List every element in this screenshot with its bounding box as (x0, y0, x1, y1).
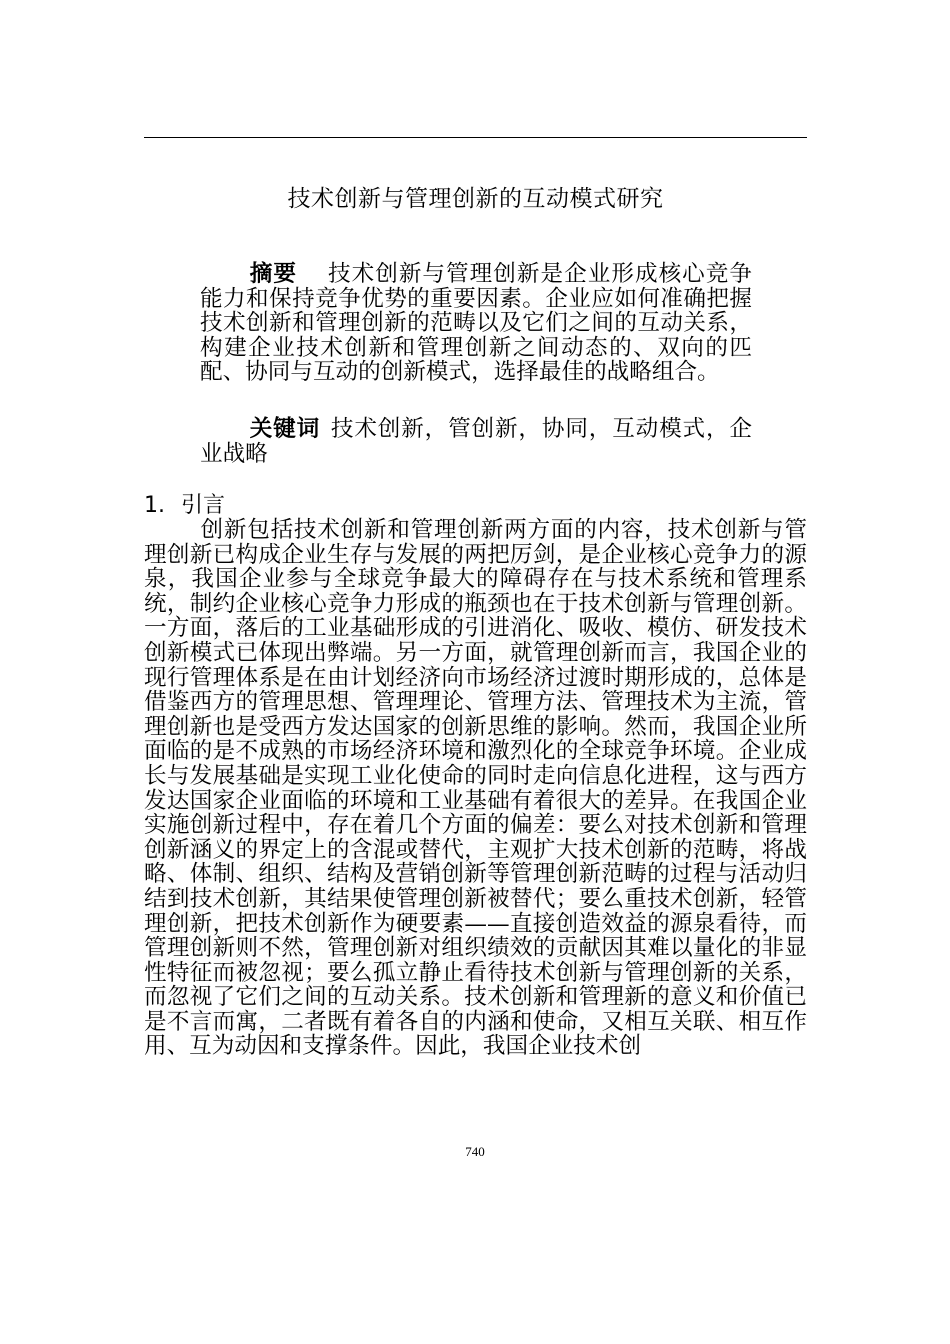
abstract-paragraph (200, 262, 752, 385)
keywords-text: 技术创新，管创新，协同，互动模式，企业战略 (200, 416, 753, 467)
section-title: 引言 (181, 493, 226, 518)
abstract-label: 摘要 (249, 261, 297, 287)
paper-title: 技术创新与管理创新的互动模式研究 (287, 186, 664, 212)
page-number: 740 (465, 1144, 485, 1159)
keywords-paragraph (200, 417, 752, 466)
keywords-label: 关键词 (249, 416, 321, 442)
section-heading (144, 492, 225, 520)
section-number: 1. (144, 493, 165, 518)
body-paragraph: 创新包括技术创新和管理创新两方面的内容，技术创新与管理创新已构成企业生存与发展的两把厉剑，是企业核心竞争力的源泉，我国企业参与全球竞争最大的障碍存在与技术系统和管理系统，制约企业核心竞争力形成的瓶颈也在于技术创新与管理创新。一方面，落后的工业基础形成的引进消化、吸收、模仿、研发技术创新模式已体现出弊端。另一方面，就管理创新而言，我国企业的现行管理体系是在由计划经济向市场经济过渡时期形成的，总体是借鉴西方的管理思想、管理理论、管理方法、管理技术为主流，管理创新也是受西方发达国家的创新思维的影响。然而，我国企业所面临的是不成熟的市场经济环境和激烈化的全球竞争环境。企业成长与发展基础是实现工业化使命的同时走向信息化进程，这与西方发达国家企业面临的环境和工业基础有着很大的差异。在我国企业实施创新过程中，存在着几个方面的偏差：要么对技术创新和管理创新涵义的界定上的含混或替代，主观扩大技术创新的范畴，将战略、体制、组织、结构及营销创新等管理创新范畴的过程与活动归结到技术创新，其结果使管理创新被替代；要么重技术创新，轻管理创新，把技术创新作为硬要素——直接创造效益的源泉看待，而管理创新则不然，管理创新对组织绩效的贡献因其难以量化的非显性特征而被忽视；要么孤立静止看待技术创新与管理创新的关系，而忽视了它们之间的互动关系。技术创新和管理新的意义和价值已是不言而寓，二者既有着各自的内涵和使命，又相互关联、相互作用、互为动因和支撑条件。因此，我国企业技术创 (144, 517, 807, 1060)
header-rule (144, 137, 807, 138)
abstract-text: 技术创新与管理创新是企业形成核心竞争能力和保持竞争优势的重要因素。企业应如何准确把握技术创新和管理创新的范畴以及它们之间的互动关系，构建企业技术创新和管理创新之间动态的、双向的匹配、协同与互动的创新模式，选择最佳的战略组合。 (200, 261, 753, 386)
